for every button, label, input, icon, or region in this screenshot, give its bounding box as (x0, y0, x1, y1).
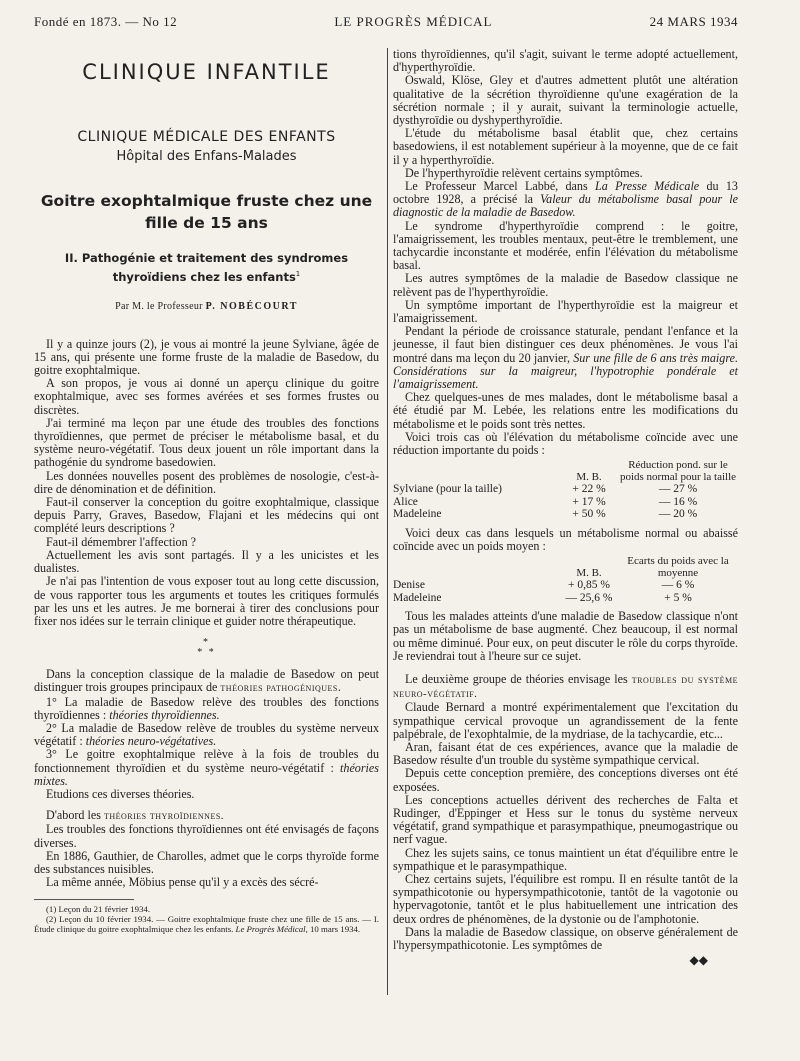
table-header-mb: M. B. (576, 471, 602, 484)
small-caps-text: théories thyroïdiennes. (103, 810, 225, 823)
italic-text: La Presse Médicale (595, 179, 700, 194)
table-row (393, 483, 738, 496)
table-header-row (393, 459, 738, 483)
paragraph-text: D'abord les (46, 808, 101, 823)
table-cell-mb: + 22 % (572, 483, 606, 496)
table-header-deviation: Ecarts du poids avec la moyenne (627, 555, 729, 580)
paragraph-text: 2° La maladie de Basedow relève de troubles du système nerveux végétatif : (34, 720, 379, 749)
column-rule (387, 48, 388, 995)
paragraph: Un symptôme important de l'hyperthyroïdie est la maigreur et l'amaigrissement. (393, 297, 738, 326)
paragraph: Depuis cette conception première, des conceptions diverses ont été exposées. (393, 766, 738, 794)
paragraph-text: Le deuxième groupe de théories envisage les (405, 672, 628, 687)
table-header-reduction: Réduction pond. sur le poids normal pour la taille (619, 459, 737, 484)
section-title: CLINIQUE INFANTILE (82, 60, 331, 84)
clinic-name: CLINIQUE MÉDICALE DES ENFANTS (77, 129, 336, 146)
paragraph: Les troubles des fonctions thyroïdiennes ont été envisagés de façons diverses. (34, 822, 379, 850)
italic-text: théories thyroïdiennes. (109, 707, 220, 722)
paragraph-text: Pendant la période de croissance staturale, pendant l'enfance et la jeunesse, il faut bien distinguer ces deux phénomènes. Je vous l'ai montré dans ma leçon du 20 janvier, (393, 324, 738, 365)
table-cell-name: Denise (393, 579, 425, 592)
byline-author: P. NOBÉCOURT (205, 301, 298, 313)
paragraph: Aran, faisant état de ces expériences, avance que la maladie de Basedow résulte d'un trouble du système sympathique cervical. (393, 740, 738, 768)
paragraph-text: 1° La maladie de Basedow relève des troubles des fonctions thyroïdiennes : (34, 694, 379, 722)
metabolism-table-2 (393, 555, 738, 604)
italic-text: Valeur du métabolisme basal pour le diagnostic de la maladie de Basedow. (393, 192, 738, 220)
footnote-journal: Le Progrès Médical, (235, 924, 308, 935)
small-caps-text: théories pathogéniques (220, 682, 338, 695)
paragraph: Le syndrome d'hyperthyroïdie comprend : le goitre, l'amaigrissement, les troubles mentaux, peut-être le tremblement, une tachycardie inconstante et modérée, enfin l'élévation du métabolisme basal. (393, 218, 738, 273)
table-cell-name: Alice (393, 495, 418, 508)
footnote-rule (34, 899, 134, 900)
right-column (393, 48, 738, 967)
footnote-ref: 1 (295, 269, 301, 278)
small-caps-text: troubles du système neuro-végétatif. (393, 674, 739, 701)
paragraph: Claude Bernard a montré expérimentalement que l'excitation du sympathique cervical provoque un agrandissement de la fente palpébrale, de l'exophtalmie, de la mydriase, de la tachycardie, etc... (393, 700, 738, 741)
paragraph-text: Le Professeur Marcel Labbé, dans (405, 179, 588, 194)
paragraph: Faut-il démembrer l'affection ? (46, 534, 197, 549)
table-header-mb: M. B. (576, 567, 602, 580)
article-subtitle (34, 250, 379, 285)
paragraph: Je n'ai pas l'intention de vous exposer tout au long cette discussion, de vous rapporter tous les arguments et toutes les critiques formulés par les uns et les autres. Je me bornerai à tirer des conclusions pour fixer nos idées sur le terrain clinique et guider notre thérapeutique. (34, 574, 379, 628)
paragraph (34, 809, 379, 823)
footnote-date: 10 mars 1934. (310, 924, 361, 935)
left-column (34, 52, 379, 934)
italic-text: Sur une fille de 6 ans très maigre. Considérations sur la maigreur, l'hypotrophie pondérale et l'amaigrissement. (393, 350, 738, 392)
paragraph-text: 3° Le goitre exophtalmique relève à la fois de troubles du fonctionnement thyroïdien et du système neuro-végétatif : (34, 747, 379, 775)
asterism-top: * (203, 637, 210, 649)
asterism-bottom: * * (197, 647, 216, 659)
table-cell-name: Madeleine (393, 508, 442, 521)
table-cell-mb: + 17 % (572, 495, 606, 508)
paragraph (393, 673, 738, 701)
table-cell-mb: + 0,85 % (568, 579, 610, 592)
table-cell-reduction: — 27 % (658, 483, 698, 496)
paragraph: Faut-il conserver la conception du goitre exophtalmique, classique depuis Parry, Graves, Basedow, Flajani et les médecins qui ont complété leurs descriptions ? (34, 495, 379, 536)
metabolism-table-1 (393, 459, 738, 521)
paragraph-text: du 13 octobre 1928, a précisé la (393, 179, 738, 207)
paragraph (393, 180, 738, 220)
table-cell-reduction: — 16 % (658, 495, 698, 508)
paragraph: J'ai terminé ma leçon par une étude des troubles des fonctions thyroïdiennes, que permet de préciser le métabolisme basal, et du système neuro-végétatif. Tous deux jouent un rôle important dans la pathogénie du syndrome basedowien. (34, 415, 379, 470)
paragraph: De l'hyperthyroïdie relèvent certains symptômes. (405, 165, 643, 180)
article-title: Goitre exophtalmique fruste chez une fille de 15 ans (40, 191, 373, 232)
table-cell-deviation: — 6 % (661, 579, 695, 592)
paragraph: Oswald, Klöse, Gley et d'autres admettent plutôt une altération qualitative de la sécrétion thyroïdienne qu'une exagération de la sécrétion normale ; il y aurait, suivant la terminologie actuelle, dysthyroïdie ou dyshyperthyroïdie. (393, 73, 738, 128)
running-head (34, 14, 738, 32)
paragraph: Chez certains sujets, l'équilibre est rompu. Il en résulte tantôt de la sympathicotonie ou hypersympathicotonie, tantôt de la vagotonie ou hypervagotonie, tantôt et le plus habituellement une intrication des deux ordres de phénomènes, de la dystonie ou de l'amphotonie. (393, 872, 738, 926)
table-cell-reduction: — 20 % (658, 508, 698, 521)
paragraph: Les données nouvelles posent des problèmes de nosologie, c'est-à-dire de dénomination et de définition. (34, 468, 379, 496)
footnote-1: (1) Leçon du 21 février 1934. (46, 904, 151, 915)
italic-text: théories neuro-végétatives. (85, 734, 217, 749)
table-row (393, 496, 738, 509)
table-row (393, 579, 738, 592)
paragraph: Dans la maladie de Basedow classique, on observe généralement de l'hypersympathicotonie. Les symptômes de (393, 924, 738, 953)
footnote-text: (2) Leçon du 10 février 1934. — Goitre exophtalmique fruste chez une fille de 15 ans. — I. Étude clinique du goitre exophtalmique chez les enfants. (34, 914, 379, 935)
italic-text: théories mixtes. (34, 760, 379, 788)
paragraph: Les autres symptômes de la maladie de Basedow classique ne relèvent pas de l'hyperthyroïdie. (393, 271, 738, 299)
paragraph: Les conceptions actuelles dérivent des recherches de Falta et Rudinger, d'Eppinger et Hess sur le tonus du système nerveux végétatif, grand sympathique et parasympathique, pneumogastrique ou nerf vague. (393, 792, 738, 847)
paragraph: tions thyroïdiennes, qu'il s'agit, suivant le terme adopté actuellement, d'hyperthyroïdie. (393, 47, 738, 75)
paragraph (34, 722, 379, 748)
paragraph: Chez quelques-unes de mes malades, dont le métabolisme basal a été étudié par M. Lebée, les relations entre les modifications du métabolisme et le poids sont très nettes. (393, 390, 738, 431)
paragraph: A son propos, je vous ai donné un aperçu clinique du goitre exophtalmique, avec ses formes avérées et ses formes frustes ou discrètes. (34, 376, 379, 417)
hospital-name: Hôpital des Enfans-Malades (116, 149, 297, 165)
table-cell-mb: + 50 % (572, 508, 606, 521)
table-row (393, 508, 738, 521)
paragraph: Voici deux cas dans lesquels un métabolisme normal ou abaissé coïncide avec un poids moyen : (393, 525, 738, 553)
paragraph: Actuellement les avis sont partagés. Il y a les unicistes et les dualistes. (34, 547, 379, 576)
table-cell-mb: — 25,6 % (565, 591, 613, 604)
end-ornament: ◆◆ (689, 953, 708, 968)
running-head-left: Fondé en 1873. — No 12 (34, 14, 178, 29)
running-head-center: LE PROGRÈS MÉDICAL (334, 14, 493, 29)
paragraph: L'étude du métabolisme basal établit que, chez certains basedowiens, il est notablement supérieur à la moyenne, que de ce fait il y a hyperthyroïdie. (393, 126, 738, 167)
article-subtitle-text: II. Pathogénie et traitement des syndromes thyroïdiens chez les enfants (64, 250, 349, 284)
table-row (393, 592, 738, 605)
paragraph (34, 748, 379, 788)
paragraph: La même année, Möbius pense qu'il y a excès des sécré- (46, 875, 319, 890)
footnote-2 (34, 914, 379, 934)
paragraph: Dans la conception classique de la maladie de Basedow on peut distinguer trois groupes principaux de théories pathogéniques. (34, 667, 379, 695)
paragraph (393, 325, 738, 391)
paragraph: Tous les malades atteints d'une maladie de Basedow classique n'ont pas un métabolisme de base augmenté. Chez beaucoup, il est normal ou même diminué. Pour eux, on peut discuter le rôle du corps thyroïde. Je reviendrai tout à l'heure sur ce sujet. (393, 609, 738, 663)
table-cell-deviation: + 5 % (664, 591, 692, 604)
paragraph (34, 696, 379, 722)
table-header-row (393, 555, 738, 579)
paragraph: En 1886, Gauthier, de Charolles, admet que le corps thyroïde forme des substances nuisibles. (34, 848, 379, 876)
paragraph-text: Dans la conception classique de la maladie de Basedow on peut distinguer trois groupes principaux de (34, 667, 379, 695)
paragraph: Voici trois cas où l'élévation du métabolisme coïncide avec une réduction importante du poids : (393, 429, 738, 458)
running-head-right: 24 MARS 1934 (649, 14, 738, 29)
byline-prefix: Par M. le Professeur (115, 301, 203, 313)
table-cell-name: Madeleine (393, 591, 442, 604)
paragraph: Etudions ces diverses théories. (46, 786, 195, 801)
byline (34, 300, 379, 313)
table-cell-name: Sylviane (pour la taille) (393, 483, 502, 496)
paragraph: Il y a quinze jours (2), je vous ai montré la jeune Sylviane, âgée de 15 ans, qui présente une forme fruste de la maladie de Basedow, du goitre exophtalmique. (34, 336, 379, 378)
section-asterism (34, 638, 379, 658)
article-body-left (34, 338, 379, 935)
paragraph: Chez les sujets sains, ce tonus maintient un état d'équilibre entre le sympathique et le parasympathique. (393, 845, 738, 873)
